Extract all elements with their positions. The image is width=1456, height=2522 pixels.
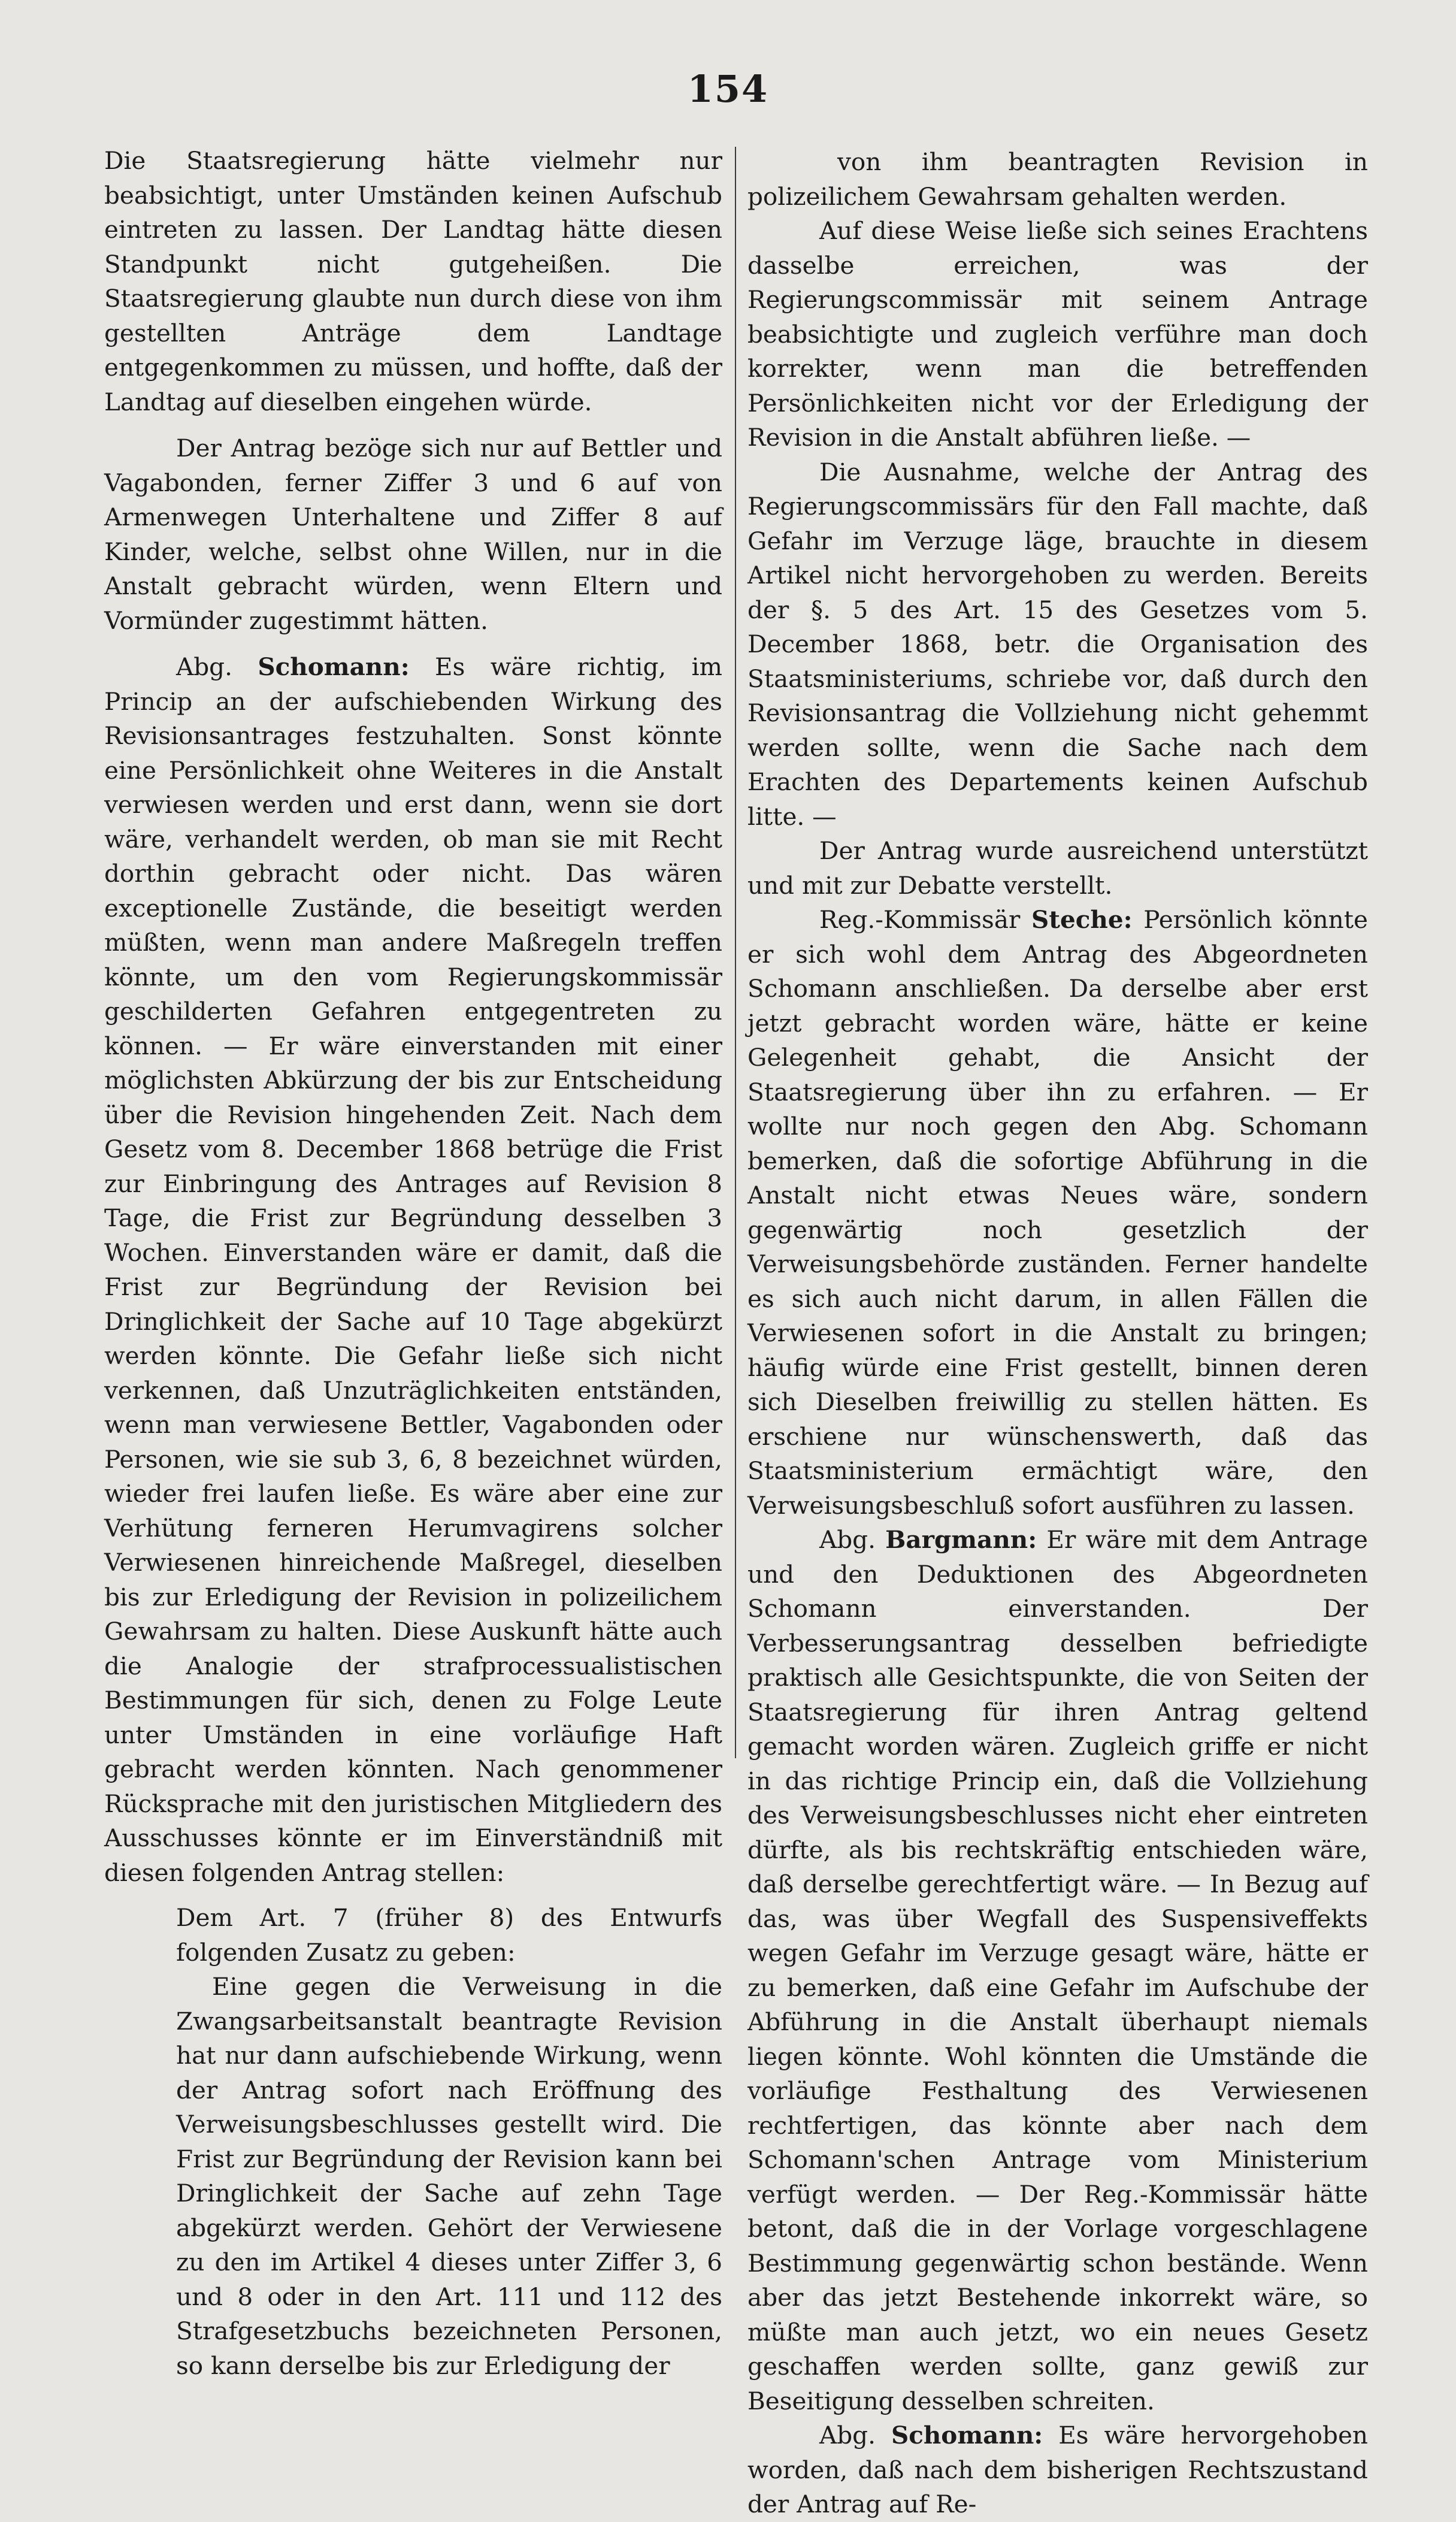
speaker-prefix: Reg.-Kommissär (819, 905, 1021, 934)
right-paragraph-7 (747, 2418, 1368, 2522)
column-divider (735, 147, 736, 1758)
right-paragraph-6 (747, 1523, 1368, 2418)
speaker-prefix: Abg. (819, 1525, 876, 1554)
left-column (104, 144, 722, 2383)
speaker-name-schomann: Schomann: (258, 652, 410, 681)
speaker-prefix: Abg. (176, 652, 232, 681)
speaker-name-schomann: Schomann: (891, 2421, 1043, 2450)
motion-intro: Dem Art. 7 (früher 8) des Entwurfs folgenden Zusatz zu geben: (176, 1903, 722, 1967)
page-number: 154 (687, 67, 769, 111)
speech-text: Es wäre hervorgehoben worden, daß nach dem bisherigen Rechtszustand der Antrag auf Re- (747, 2421, 1369, 2518)
motion-text: Eine gegen die Verweisung in die Zwangsarbeitsanstalt beantragte Revision hat nur dann aufschiebende Wirkung, wenn der Antrag sofort nach Eröffnung des Verweisungsbeschlusses gestellt wird. Die Frist zur Begründung der Revision kann bei Dringlichkeit der Sache auf zehn Tage abgekürzt werden. Gehört der Verwiesene zu den im Artikel 4 dieses unter Ziffer 3, 6 und 8 oder in den Art. 111 und 112 des Strafgesetzbuchs bezeichneten Personen, so kann derselbe bis zur Erledigung der (176, 1972, 722, 2380)
speaker-prefix: Abg. (819, 2421, 876, 2450)
right-column (747, 145, 1368, 2522)
speech-text: Er wäre mit dem Antrage und den Deduktionen des Abgeordneten Schomann einverstanden. Der Verbesserungsantrag desselben befriedigte praktisch alle Gesichtspunkte, die von Seiten der Staatsregierung für ihren Antrag geltend gemacht worden wären. Zugleich griffe er nicht in das richtige Princip ein, daß die Vollziehung des Verweisungsbeschlusses nicht eher eintreten dürfte, als bis rechtskräftig entschieden wäre, daß derselbe gerechtfertigt wäre. — In Bezug auf das, was über Wegfall des Suspensiveffekts wegen Gefahr im Verzuge gesagt wäre, hätte er zu bemerken, daß eine Gefahr im Aufschube der Abführung in die Anstalt überhaupt niemals liegen könnte. Wohl könnten die Umstände die vorläufige Festhaltung des Verwiesenen rechtfertigen, das könnte aber nach dem Schomann'schen Antrage vom Ministerium verfügt werden. — Der Reg.-Kommissär hätte betont, daß die in der Vorlage vorgeschlagene Bestimmung gegenwärtig schon bestände. Wenn aber das jetzt Bestehende inkorrekt wäre, so müßte man auch jetzt, wo ein neues Gesetz geschaffen werden sollte, ganz gewiß zur Beseitigung desselben schreiten. (747, 1525, 1368, 2415)
right-paragraph-3: Die Ausnahme, welche der Antrag des Regierungscommissärs für den Fall machte, daß Gefahr im Verzuge läge, brauchte in diesem Artikel nicht hervorgehoben zu werden. Bereits der §. 5 des Art. 15 des Gesetzes vom 5. December 1868, betr. die Organisation des Staatsministeriums, schriebe vor, daß durch den Revisionsantrag die Vollziehung nicht gehemmt werden sollte, wenn die Sache nach dem Erachten des Departements keinen Aufschub litte. — (747, 457, 1368, 831)
left-paragraph-1: Die Staatsregierung hätte vielmehr nur beabsichtigt, unter Umständen keinen Aufschub eintreten zu lassen. Der Landtag hätte diesen Standpunkt nicht gutgeheißen. Die Staatsregierung glaubte nun durch diese von ihm gestellten Anträge dem Landtage entgegenkommen zu müssen, und hoffte, daß der Landtag auf dieselben eingehen würde. (104, 146, 722, 416)
speech-text: Es wäre richtig, im Princip an der aufschiebenden Wirkung des Revisionsantrages festzuhalten. Sonst könnte eine Persönlichkeit ohne Weiteres in die Anstalt verwiesen werden und erst dann, wenn sie dort wäre, verhandelt werden, ob man sie mit Recht dorthin gebracht oder nicht. Das wären exceptionelle Zustände, die beseitigt werden müßten, wenn man andere Maßregeln treffen könnte, um den vom Regierungskommissär geschilderten Gefahren entgegentreten zu können. — Er wäre einverstanden mit einer möglichsten Abkürzung der bis zur Entscheidung über die Revision hingehenden Zeit. Nach dem Gesetz vom 8. December 1868 betrüge die Frist zur Einbringung des Antrages auf Revision 8 Tage, die Frist zur Begründung desselben 3 Wochen. Einverstanden wäre er damit, daß die Frist zur Begründung der Revision bei Dringlichkeit der Sache auf 10 Tage abgekürzt werden könnte. Die Gefahr ließe sich nicht verkennen, daß Unzuträglichkeiten entständen, wenn man verwiesene Bettler, Vagabonden oder Personen, wie sie sub 3, 6, 8 bezeichnet würden, wieder frei laufen ließe. Es wäre aber eine zur Verhütung ferneren Herumvagirens solcher Verwiesenen hinreichende Maßregel, dieselben bis zur Erledigung der Revision in polizeilichem Gewahrsam zu halten. Diese Auskunft hätte auch die Analogie der strafprocessualistischen Bestimmungen für sich, denen zu Folge Leute unter Umständen in eine vorläufige Haft gebracht werden könnten. Nach genommener Rücksprache mit den juristischen Mitgliedern des Ausschusses könnte er im Einverständniß mit diesen folgenden Antrag stellen: (104, 652, 723, 1887)
right-paragraph-2: Auf diese Weise ließe sich seines Erachtens dasselbe erreichen, was der Regierungscommissär mit seinem Antrage beabsichtigte und zugleich verführe man doch korrekter, wenn man die betreffenden Persönlichkeiten nicht vor der Erledigung der Revision in die Anstalt abführen ließe. — (747, 216, 1368, 452)
left-paragraph-2: Der Antrag bezöge sich nur auf Bettler und Vagabonden, ferner Ziffer 3 und 6 auf von Armenwegen Unterhaltene und Ziffer 8 auf Kinder, welche, selbst ohne Willen, nur in die Anstalt gebracht würden, wenn Eltern und Vormünder zugestimmt hätten. (104, 434, 722, 635)
right-paragraph-4: Der Antrag wurde ausreichend unterstützt und mit zur Debatte verstellt. (747, 836, 1368, 900)
left-paragraph-3 (104, 650, 722, 1890)
right-paragraph-5 (747, 903, 1368, 1523)
speaker-name-steche: Steche: (1031, 905, 1133, 934)
speech-text: Persönlich könnte er sich wohl dem Antrag des Abgeordneten Schomann anschließen. Da derselbe aber erst jetzt gebracht worden wäre, hätte er keine Gelegenheit gehabt, die Ansicht der Staatsregierung über ihn zu erfahren. — Er wollte nur noch gegen den Abg. Schomann bemerken, daß die sofortige Abführung in die Anstalt nicht etwas Neues wäre, sondern gegenwärtig noch gesetzlich der Verweisungsbehörde zuständen. Ferner handelte es sich auch nicht darum, in allen Fällen die Verwiesenen sofort in die Anstalt zu bringen; häufig würde eine Frist gestellt, binnen deren sich Dieselben freiwillig zu stellen hätten. Es erschiene nur wünschenswerth, daß das Staatsministerium ermächtigt wäre, den Verweisungsbeschluß sofort ausführen zu lassen. (747, 905, 1369, 1520)
right-paragraph-1: von ihm beantragten Revision in polizeilichem Gewahrsam gehalten werden. (747, 147, 1368, 211)
speaker-name-bargmann: Bargmann: (885, 1525, 1037, 1554)
